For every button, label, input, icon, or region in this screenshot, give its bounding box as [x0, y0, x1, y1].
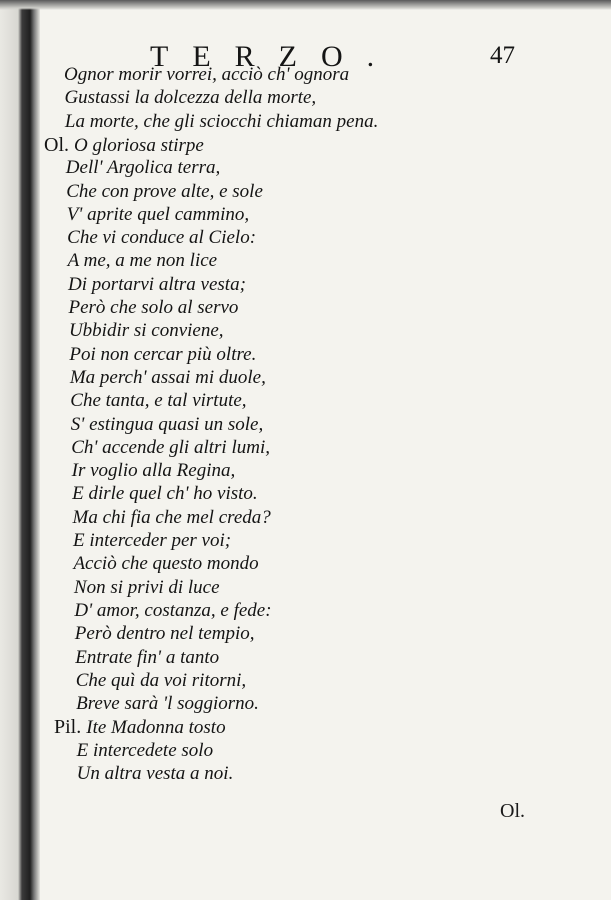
page-number: 47 — [490, 42, 515, 69]
verse-line — [71, 437, 270, 459]
verse-line — [72, 460, 236, 482]
verse-text-span: Ch' accende gli altri lumi, — [71, 436, 270, 458]
verse-text-span: Ma chi fia che mel creda? — [72, 506, 271, 528]
verse-line — [69, 320, 224, 342]
speaker-label: Ol. — [44, 133, 74, 156]
verse-line — [66, 181, 263, 203]
verse-text-span: V' aprite quel cammino, — [66, 203, 250, 225]
verse-line — [77, 763, 234, 785]
speaker-line — [54, 716, 226, 739]
verse-text-span: Però che solo al servo — [68, 297, 239, 318]
verse-text-span: Di portarvi altra vesta; — [68, 273, 246, 295]
verse-text-span: Che con prove alte, e sole — [66, 180, 263, 202]
verse-line — [73, 530, 231, 552]
verse-line — [72, 483, 258, 505]
verse-line — [64, 64, 349, 86]
verse-text-span: Ma perch' assai mi duole, — [69, 366, 266, 388]
catchword: Ol. — [500, 800, 525, 822]
verse-text-span: Non si privi di luce — [73, 576, 220, 598]
verse-line — [77, 740, 213, 762]
binding-gutter — [0, 0, 40, 900]
verse-text-span: Un altra vesta a noi. — [76, 763, 234, 784]
verse-line — [69, 297, 239, 319]
verse-text-span: Acciò che questo mondo — [73, 553, 259, 575]
verse-line — [66, 157, 220, 179]
verse-text-span: Che tanta, e tal virtute, — [70, 390, 247, 412]
verse-text-span: Entrate fin' a tanto — [75, 646, 220, 668]
verse-text-span: Poi non cercar più oltre. — [69, 343, 257, 365]
verse-text-span: E dirle quel ch' ho visto. — [72, 483, 258, 505]
verse-line — [76, 693, 259, 715]
running-title: TERZO. — [150, 40, 399, 73]
verse-text-span: S' estingua quasi un sole, — [70, 413, 264, 435]
verse-line — [75, 647, 219, 669]
speaker-line — [44, 134, 204, 157]
verse-text-span: Breve sarà 'l soggiorno. — [76, 693, 259, 715]
verse-text-span: E interceder per voi; — [73, 530, 232, 551]
verse-text-span: Ir voglio alla Regina, — [71, 460, 236, 482]
verse-line — [68, 250, 218, 272]
verse-text-span: E intercedete solo — [76, 739, 214, 761]
verse-line — [67, 204, 249, 226]
verse-line — [75, 623, 255, 645]
verse-text-span: Ubbidir si conviene, — [68, 320, 224, 342]
verse-line — [67, 227, 256, 249]
verse-text-span: Gustassi la dolcezza della morte, — [64, 87, 317, 109]
verse-line — [73, 553, 258, 575]
verse-line — [76, 670, 246, 692]
verse-line — [74, 600, 271, 622]
verse-text-span: D' amor, costanza, e fede: — [74, 599, 272, 621]
verse-text-span: Però dentro nel tempio, — [74, 623, 255, 645]
verse-line — [70, 390, 246, 412]
verse-line — [69, 344, 256, 366]
verse-text-span: A me, a me non lice — [67, 250, 218, 272]
verse-line — [65, 111, 378, 133]
verse-line — [73, 507, 271, 529]
verse-text-span: Che vi conduce al Cielo: — [67, 227, 257, 249]
page-top-edge — [0, 0, 611, 10]
verse-text-span: Dell' Argolica terra, — [65, 157, 221, 179]
speaker-label: Pil. — [54, 716, 87, 739]
verse-text-span: O gloriosa stirpe — [74, 134, 204, 156]
verse-line — [74, 577, 220, 599]
verse-line — [71, 414, 263, 436]
verse-text-span: Che quì da voi ritorni, — [75, 669, 247, 691]
verse-text-span: La morte, che gli sciocchi chiaman pena. — [64, 110, 379, 132]
verse-line — [70, 367, 266, 389]
verse-line — [64, 87, 316, 109]
verse-text-span: Ognor morir vorrei, acciò ch' ognora — [64, 64, 350, 85]
verse-text-span: Ite Madonna tosto — [86, 717, 226, 739]
verse-line — [68, 274, 246, 296]
